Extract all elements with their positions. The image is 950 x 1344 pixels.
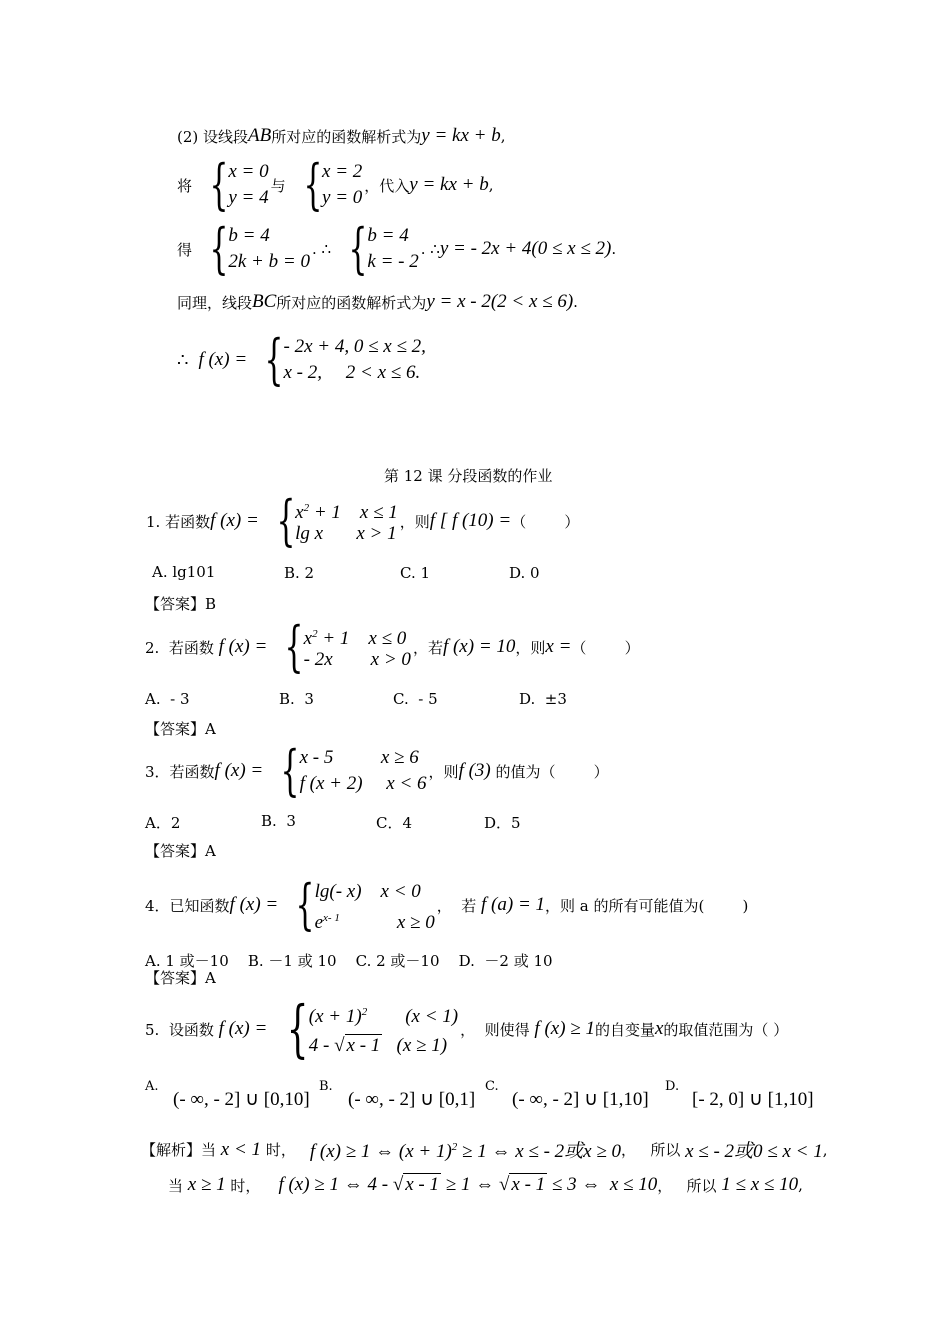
result: 1 ≤ x ≤ 10: [721, 1174, 799, 1195]
row: 2k + b = 0: [228, 251, 310, 272]
segment-bc: BC: [252, 291, 277, 312]
text: ，则 a 的所有可能值为( ): [545, 896, 749, 915]
paren: （ ）: [511, 512, 580, 531]
equation-system: [194, 153, 269, 216]
option-d: D．5: [484, 814, 521, 832]
question-prefix: 1. 若函数: [146, 512, 211, 531]
equation-system: [194, 217, 310, 280]
text: 与: [270, 176, 286, 195]
question-4: [145, 873, 749, 936]
formula: y = x - 2(2 < x ≤ 6): [426, 291, 574, 312]
text: 的值为（ ）: [490, 762, 609, 781]
text: 当: [201, 1141, 221, 1159]
row: k = - 2: [367, 251, 419, 272]
row: x = 2: [322, 161, 363, 182]
equation-system: [288, 153, 363, 216]
expression: f (3): [458, 760, 491, 781]
formula: y = kx + b: [409, 174, 489, 195]
row: lg(- x) x < 0: [314, 881, 421, 902]
text: 当: [168, 1176, 188, 1195]
option-d-label: D.: [665, 1079, 680, 1094]
option-b-label: B.: [319, 1079, 333, 1094]
row: b = 4: [367, 225, 409, 246]
function-name: f (x) =: [218, 636, 268, 657]
expression: x =: [545, 636, 572, 657]
row: x - 5 x ≥ 6: [299, 747, 419, 768]
brace: {: [303, 153, 323, 216]
row: y = 0: [322, 187, 363, 208]
option-c-label: C.: [485, 1079, 499, 1094]
piecewise-system: [269, 992, 459, 1065]
brace: {: [295, 873, 315, 936]
text: 所对应的函数解析式为: [276, 293, 427, 312]
option-a: A．2: [145, 814, 181, 832]
option-b: B. 3: [279, 690, 314, 708]
text: ，代入: [364, 176, 410, 195]
brace: {: [348, 217, 368, 280]
expression: f [ f (10) =: [429, 510, 512, 531]
text: 所对应的函数解析式为: [271, 127, 422, 146]
brace: {: [284, 615, 304, 678]
derivation: f (x) ≥ 1 ⇔ 4 - √ x - 1 ≥ 1 ⇔ √ x - 1 ≤ 3 ⇔ x ≤ 10: [278, 1174, 658, 1195]
answer: 【答案】A: [145, 969, 216, 987]
option-c: C．4: [376, 814, 413, 832]
analysis-tag: 【解析】: [141, 1141, 202, 1159]
analysis-line-1: [141, 1136, 828, 1163]
condition: f (x) ≥ 1: [534, 1018, 595, 1039]
text: ,: [488, 176, 494, 194]
formula: y = - 2x + 4(0 ≤ x ≤ 2): [439, 238, 612, 259]
condition: f (x) = 10: [442, 636, 516, 657]
function-name: f (x) =: [214, 760, 264, 781]
option-d: D. 0: [509, 564, 540, 582]
option-a: A. - 3: [145, 690, 190, 708]
text: (2) 设线段: [177, 127, 249, 146]
answer: 【答案】A: [145, 720, 216, 738]
condition: x ≥ 1: [187, 1174, 226, 1195]
piecewise-system: [265, 739, 427, 802]
text: 的自变量: [594, 1020, 655, 1039]
text: ，则: [399, 512, 430, 531]
text: . ∴: [420, 240, 440, 258]
text: ，则: [515, 638, 546, 657]
part2-line-5: [177, 328, 428, 391]
row: lg x x > 1: [295, 523, 397, 544]
part2-line-4: [177, 291, 578, 313]
option-b: B. 2: [284, 564, 315, 582]
function-name: f (x) =: [229, 894, 279, 915]
question-5: [145, 992, 789, 1065]
derivation: f (x) ≥ 1 ⇔ $(x + 1)^2 \ge 1$ ⇔ x ≤ - 2或x ≥ 0: [309, 1141, 622, 1162]
text: ,: [822, 1140, 828, 1159]
question-prefix: 3．若函数: [145, 762, 215, 781]
text: ，则: [428, 762, 459, 781]
text: .: [573, 293, 578, 311]
row: $x^2 + 1$ x ≤ 0: [303, 628, 407, 649]
result: x ≤ - 2或0 ≤ x < 1: [685, 1141, 823, 1162]
option-a-value: (- ∞, - 2] ∪ [0,10]: [173, 1089, 310, 1110]
brace: {: [209, 153, 229, 216]
question-prefix: 2. 若函数: [145, 638, 219, 657]
therefore-symbol: ∴: [177, 349, 189, 371]
brace: {: [280, 739, 300, 802]
option-d-value: [- 2, 0] ∪ [1,10]: [692, 1089, 814, 1110]
text: 将: [177, 176, 193, 195]
option-c: C. 1: [400, 564, 431, 582]
function-name: f (x) =: [198, 349, 248, 370]
question-prefix: 4．已知函数: [145, 896, 230, 915]
text: ， 则使得: [460, 1020, 535, 1039]
text: ，若: [412, 638, 443, 657]
option-a-label: A.: [145, 1079, 159, 1094]
equation-system: [333, 217, 419, 280]
function-name: f (x) =: [210, 510, 259, 531]
options: A. 1 或－10 B. －1 或 10 C. 2 或－10 D. －2 或 10: [145, 952, 553, 970]
brace: {: [276, 489, 296, 552]
formula: y = kx + b: [421, 125, 501, 146]
option-b: B. 3: [261, 812, 296, 830]
row: b = 4: [228, 225, 270, 246]
piecewise-system: [261, 489, 398, 552]
row: y = 4: [228, 187, 269, 208]
piecewise-system: [280, 873, 435, 936]
text: ， 若: [436, 896, 482, 915]
row: x - 2, 2 < x ≤ 6.: [283, 362, 421, 383]
brace: {: [209, 217, 229, 280]
function-name: f (x) =: [218, 1018, 268, 1039]
option-a: A. lg101: [152, 563, 216, 581]
option-b-value: (- ∞, - 2] ∪ [0,1]: [348, 1089, 476, 1110]
part2-line-1: [177, 125, 506, 147]
condition: f (a) = 1: [481, 894, 546, 915]
text: ， 所以: [621, 1141, 686, 1159]
option-d: D. ±3: [519, 690, 567, 708]
row: $e^{x- 1}$ x ≥ 0: [314, 912, 435, 933]
piecewise-system: [249, 328, 426, 391]
text: .: [611, 240, 617, 258]
text: 时，: [225, 1176, 261, 1195]
text: 时，: [261, 1141, 296, 1159]
part2-line-3: [177, 217, 617, 280]
analysis-line-2: [168, 1174, 803, 1196]
brace: {: [264, 328, 284, 391]
text: 的取值范围为（ ）: [663, 1020, 789, 1039]
text: ,: [798, 1176, 803, 1194]
question-3: [145, 739, 609, 802]
answer: 【答案】A: [145, 842, 216, 860]
text: ,: [500, 127, 506, 145]
question-2: [145, 615, 640, 678]
row: - 2x + 4, 0 ≤ x ≤ 2,: [283, 336, 426, 357]
text: ， 所以: [657, 1176, 722, 1195]
part2-line-2: [177, 153, 494, 216]
row: x = 0: [228, 161, 269, 182]
option-c-value: (- ∞, - 2] ∪ [1,10]: [512, 1089, 649, 1110]
text: 得: [177, 240, 193, 259]
condition: x < 1: [220, 1138, 262, 1160]
option-c: C. - 5: [393, 690, 438, 708]
piecewise-system: [269, 615, 411, 678]
row: 4 - √ x - 1 (x ≥ 1): [308, 1035, 448, 1056]
lesson-title: 第 12 课 分段函数的作业: [384, 467, 553, 485]
answer: 【答案】B: [145, 595, 217, 613]
brace: {: [287, 992, 309, 1065]
paren: （ ）: [571, 638, 640, 657]
row: - 2x x > 0: [303, 649, 411, 670]
question-prefix: 5. 设函数: [145, 1020, 219, 1039]
question-1: [146, 489, 580, 552]
text: 同理，线段: [177, 293, 253, 312]
row: $(x + 1)^2$ (x < 1): [308, 1006, 459, 1027]
segment-ab: AB: [248, 125, 272, 146]
row: $x^2 + 1$ x ≤ 1: [295, 502, 398, 523]
text: . ∴: [311, 240, 332, 258]
variable: x: [654, 1018, 664, 1039]
row: f (x + 2) x < 6: [299, 773, 427, 794]
